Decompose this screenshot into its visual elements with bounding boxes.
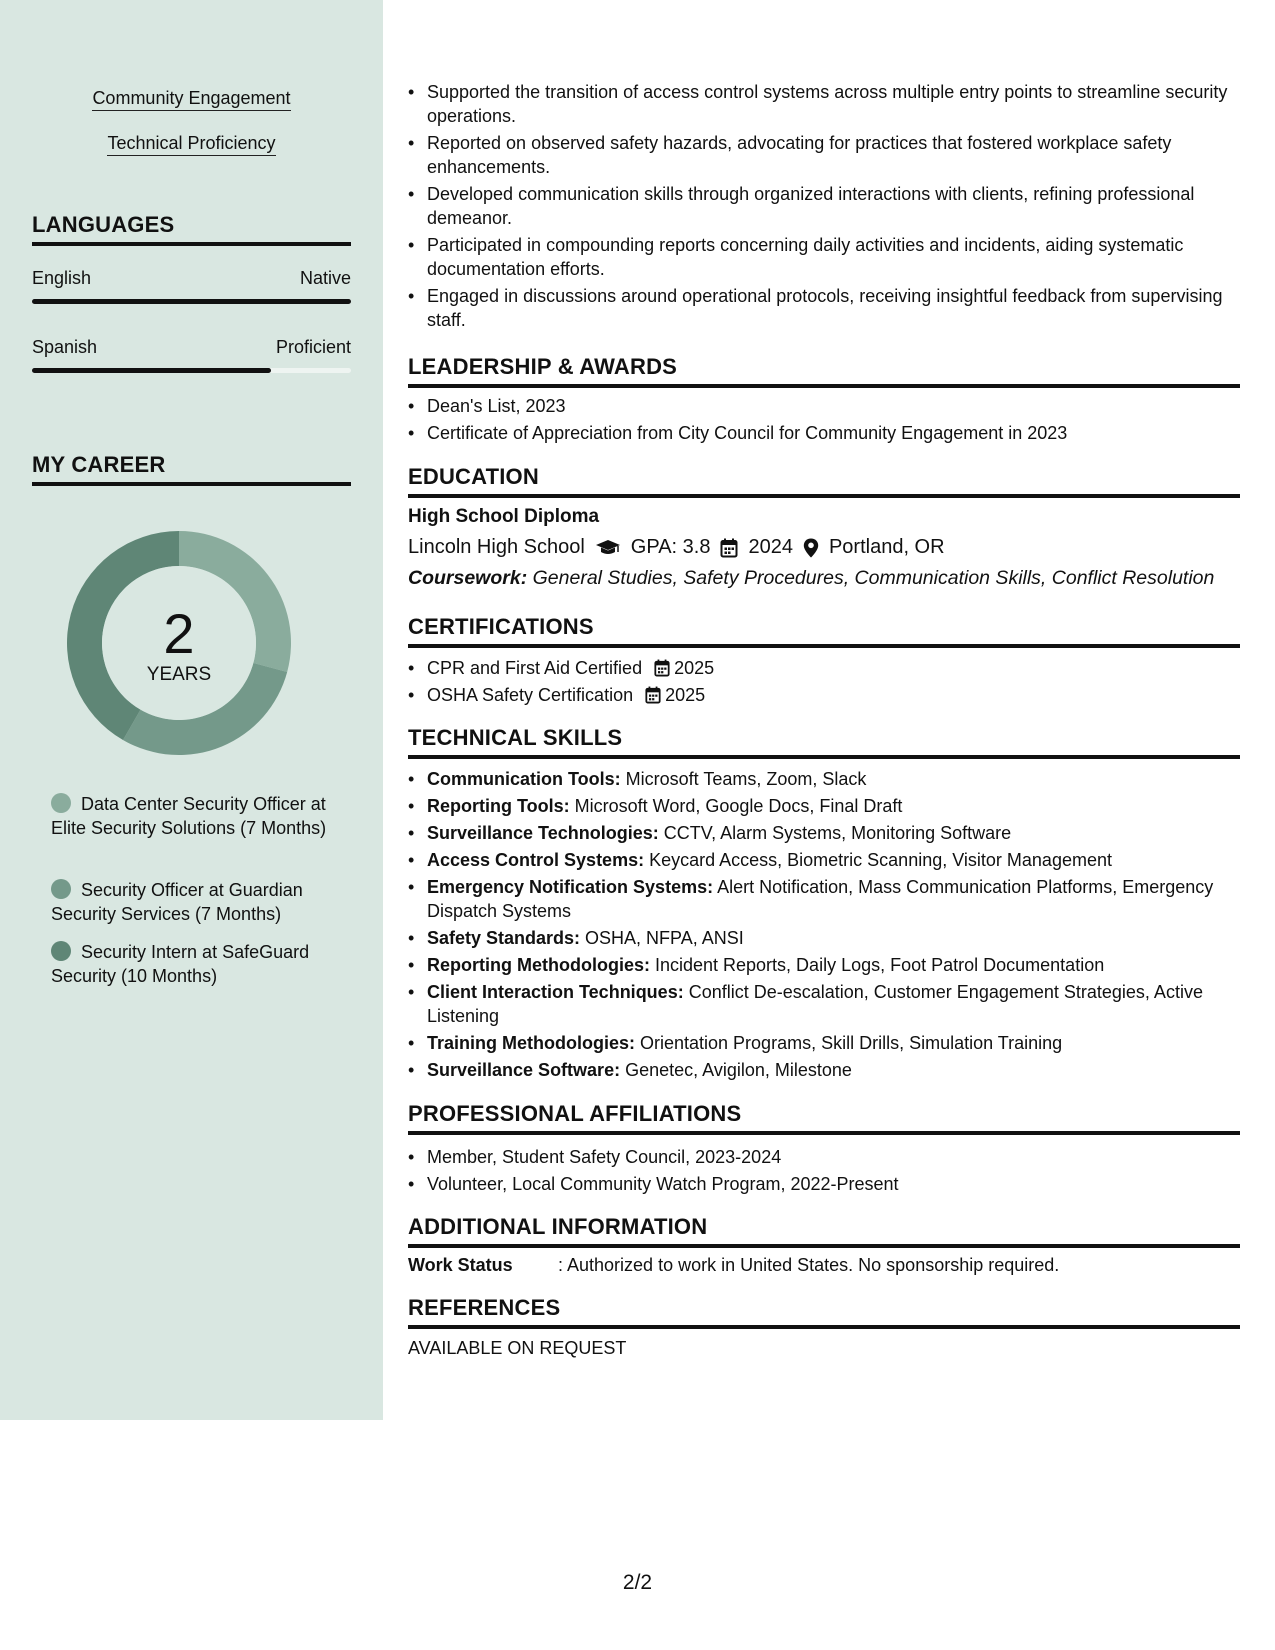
- experience-bullets: [408, 80, 1240, 335]
- coursework-label: Coursework:: [408, 567, 528, 589]
- list-item: [408, 1058, 1240, 1082]
- page-number: 2/2: [622, 1571, 653, 1594]
- skill-category: Access Control Systems:: [427, 850, 645, 870]
- language-row-english: [32, 268, 351, 289]
- list-item: [408, 953, 1240, 977]
- references-text: AVAILABLE ON REQUEST: [408, 1338, 627, 1358]
- work-status-value: : Authorized to work in United States. No sponsorship required.: [558, 1255, 1060, 1275]
- skill-community-engagement: [0, 88, 383, 109]
- language-row-spanish: [32, 337, 351, 358]
- skill-category: Safety Standards:: [427, 928, 581, 948]
- skill-category: Surveillance Technologies:: [427, 823, 659, 843]
- skill-label: Technical Proficiency: [107, 133, 275, 156]
- list-item: [408, 767, 1240, 791]
- list-item: [408, 683, 1240, 707]
- list-item: [408, 980, 1240, 1028]
- education-gpa: GPA: 3.8: [630, 536, 711, 558]
- calendar-icon: [654, 659, 670, 677]
- calendar-icon: [645, 686, 661, 704]
- skill-values: Keycard Access, Biometric Scanning, Visitor Management: [644, 850, 1112, 870]
- skill-category: Reporting Tools:: [427, 796, 570, 816]
- education-details: [408, 536, 945, 559]
- affiliations-list: [408, 1145, 1240, 1199]
- cert-name: • CPR and First Aid Certified: [427, 658, 643, 678]
- skill-values: Microsoft Teams, Zoom, Slack: [620, 769, 867, 789]
- legend-dot: [51, 879, 71, 899]
- language-level: Proficient: [275, 337, 351, 357]
- language-level: Native: [299, 268, 351, 288]
- leadership-list: [408, 394, 1240, 448]
- language-bar-english: [32, 299, 351, 304]
- skill-category: Emergency Notification Systems:: [427, 877, 714, 897]
- education-school: Lincoln High School: [408, 536, 585, 558]
- skill-category: Reporting Methodologies:: [427, 955, 650, 975]
- list-item: • Reported on observed safety hazards, advocating for practices that fostered workplace safety enhancements.: [408, 131, 1240, 179]
- career-total-unit: YEARS: [146, 664, 212, 685]
- education-heading: EDUCATION: [408, 464, 1240, 498]
- list-item: [408, 821, 1240, 845]
- list-item: [408, 875, 1240, 923]
- certifications-list: [408, 656, 1240, 710]
- skill-category: Client Interaction Techniques:: [427, 982, 684, 1002]
- legend-dot: [51, 941, 71, 961]
- list-item: • Engaged in discussions around operational protocols, receiving insightful feedback from supervising staff.: [408, 284, 1240, 332]
- calendar-icon: [720, 538, 738, 558]
- sidebar: [0, 0, 383, 1420]
- education-coursework: [408, 567, 1214, 590]
- education-location: Portland, OR: [828, 536, 945, 558]
- work-status: [408, 1255, 1059, 1276]
- language-name: Spanish: [32, 337, 98, 357]
- skill-values: Microsoft Word, Google Docs, Final Draft: [569, 796, 903, 816]
- technical-skills-heading: TECHNICAL SKILLS: [408, 725, 1240, 759]
- skill-values: Alert Notification, Mass Communication Platforms, Emergency Dispatch Systems: [427, 877, 1214, 921]
- list-item: • Volunteer, Local Community Watch Program, 2022-Present: [408, 1172, 1240, 1196]
- leadership-heading: LEADERSHIP & AWARDS: [408, 354, 1240, 388]
- skill-values: CCTV, Alarm Systems, Monitoring Software: [658, 823, 1012, 843]
- language-bar-fill: [32, 368, 271, 373]
- skill-values: Genetec, Avigilon, Milestone: [620, 1060, 852, 1080]
- technical-skills-list: [408, 767, 1240, 1085]
- list-item: • Certificate of Appreciation from City Council for Community Engagement in 2023: [408, 421, 1240, 445]
- graduation-cap-icon: [595, 539, 621, 557]
- career-item-label: Security Officer at Guardian Security Services (7 Months): [51, 880, 303, 924]
- skill-category: Surveillance Software:: [427, 1060, 621, 1080]
- education-degree: High School Diploma: [408, 506, 600, 527]
- affiliations-heading: PROFESSIONAL AFFILIATIONS: [408, 1101, 1240, 1135]
- career-heading: MY CAREER: [32, 452, 351, 486]
- career-item-label: Data Center Security Officer at Elite Security Solutions (7 Months): [51, 794, 327, 838]
- list-item: • Participated in compounding reports concerning daily activities and incidents, aiding systematic documentation efforts.: [408, 233, 1240, 281]
- skill-category: Communication Tools:: [427, 769, 621, 789]
- certifications-heading: CERTIFICATIONS: [408, 614, 1240, 648]
- career-item: [51, 940, 331, 988]
- cert-year: 2025: [674, 658, 715, 678]
- language-bar-fill: [32, 299, 351, 304]
- list-item: • Supported the transition of access control systems across multiple entry points to streamline security operations.: [408, 80, 1240, 128]
- location-pin-icon: [803, 538, 819, 558]
- skill-values: Orientation Programs, Skill Drills, Simulation Training: [635, 1033, 1063, 1053]
- references-heading: REFERENCES: [408, 1295, 1240, 1329]
- list-item: [408, 926, 1240, 950]
- additional-info-heading: ADDITIONAL INFORMATION: [408, 1214, 1240, 1248]
- language-bar-spanish: [32, 368, 351, 373]
- list-item: • Developed communication skills through organized interactions with clients, refining professional demeanor.: [408, 182, 1240, 230]
- languages-heading: LANGUAGES: [32, 212, 351, 246]
- language-name: English: [32, 268, 92, 288]
- skill-values: OSHA, NFPA, ANSI: [580, 928, 744, 948]
- coursework-value: General Studies, Safety Procedures, Communication Skills, Conflict Resolution: [527, 567, 1215, 589]
- work-status-label: Work Status: [408, 1255, 513, 1275]
- skill-values: Conflict De-escalation, Customer Engagement Strategies, Active Listening: [427, 982, 1203, 1026]
- career-item: [51, 878, 331, 926]
- list-item: [408, 794, 1240, 818]
- list-item: [408, 1031, 1240, 1055]
- cert-year: 2025: [665, 685, 706, 705]
- education-year: 2024: [748, 536, 793, 558]
- career-item-label: Security Intern at SafeGuard Security (10 Months): [51, 942, 310, 986]
- list-item: [408, 656, 1240, 680]
- list-item: • Dean's List, 2023: [408, 394, 1240, 418]
- skill-technical-proficiency: [0, 133, 383, 154]
- skill-category: Training Methodologies:: [427, 1033, 635, 1053]
- career-total-number: 2: [163, 602, 195, 665]
- list-item: [408, 848, 1240, 872]
- career-item: [51, 792, 331, 840]
- skill-label: Community Engagement: [92, 88, 290, 111]
- cert-name: • OSHA Safety Certification: [427, 685, 634, 705]
- list-item: • Member, Student Safety Council, 2023-2024: [408, 1145, 1240, 1169]
- legend-dot: [51, 793, 71, 813]
- skill-values: Incident Reports, Daily Logs, Foot Patrol Documentation: [649, 955, 1105, 975]
